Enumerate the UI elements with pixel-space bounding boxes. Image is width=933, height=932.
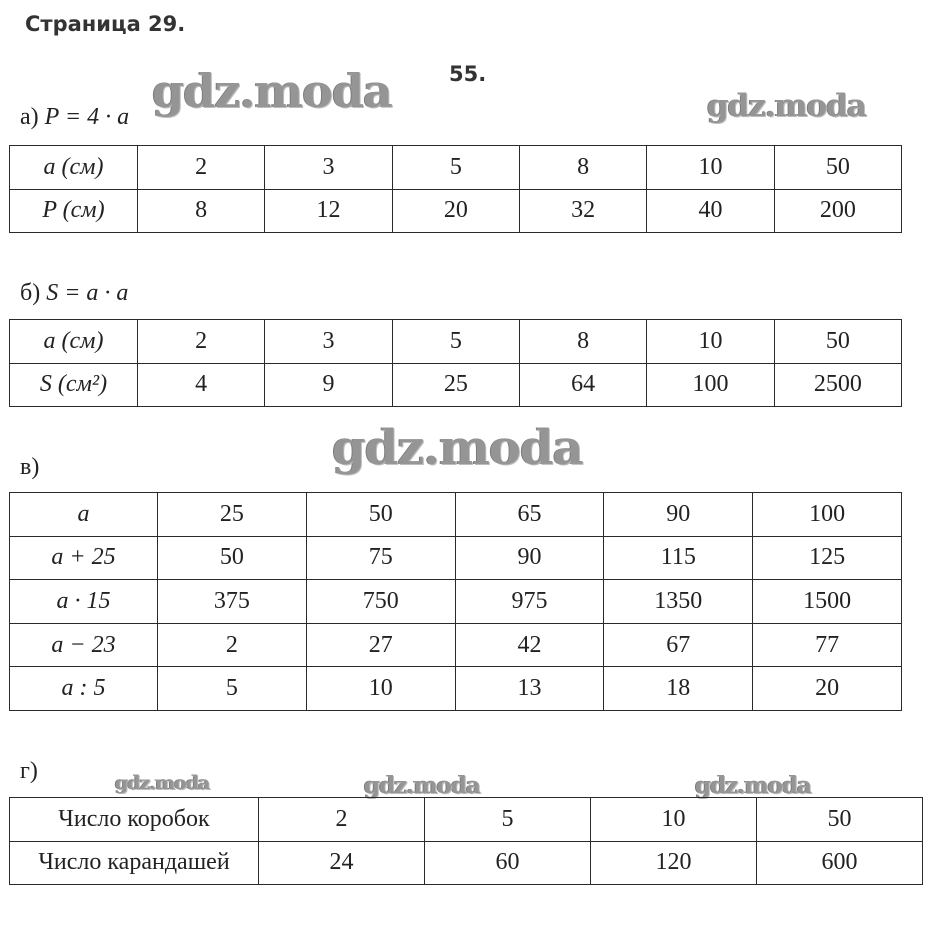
- table-cell: 975: [455, 580, 604, 624]
- row-header: a (см): [10, 146, 138, 190]
- row-header: a + 25: [10, 536, 158, 580]
- watermark-logo: gdz.moda: [707, 88, 866, 124]
- table-cell: 2: [138, 146, 265, 190]
- part-v-label: [20, 454, 39, 481]
- table-row: [10, 320, 902, 364]
- table-cell: 65: [455, 493, 604, 537]
- part-letter: а): [20, 104, 39, 130]
- table-cell: 77: [753, 623, 902, 667]
- table-cell: 375: [158, 580, 307, 624]
- table-cell: 3: [265, 146, 392, 190]
- table-cell: 2: [158, 623, 307, 667]
- table-cell: 8: [519, 146, 646, 190]
- watermark-logo: gdz.moda: [695, 772, 811, 799]
- table-part-b: [9, 319, 902, 407]
- table-cell: 20: [753, 667, 902, 711]
- table-row: [10, 146, 902, 190]
- table-cell: 5: [392, 146, 519, 190]
- table-cell: 25: [392, 363, 519, 407]
- table-row: [10, 667, 902, 711]
- table-cell: 115: [604, 536, 753, 580]
- part-formula: P = 4 · a: [44, 104, 130, 130]
- part-g-label: [20, 758, 38, 785]
- table-row: [10, 623, 902, 667]
- table-cell: 9: [265, 363, 392, 407]
- row-header: Число карандашей: [10, 841, 259, 885]
- table-part-a: [9, 145, 902, 233]
- table-row: [10, 536, 902, 580]
- table-cell: 90: [455, 536, 604, 580]
- table-cell: 60: [425, 841, 591, 885]
- table-row: [10, 798, 923, 842]
- table-cell: 5: [392, 320, 519, 364]
- table-cell: 600: [757, 841, 923, 885]
- row-header: a (см): [10, 320, 138, 364]
- table-cell: 64: [519, 363, 646, 407]
- table-cell: 100: [753, 493, 902, 537]
- table-cell: 750: [306, 580, 455, 624]
- watermark-logo: gdz.moda: [115, 772, 210, 794]
- table-cell: 40: [647, 189, 774, 233]
- table-cell: 8: [138, 189, 265, 233]
- table-cell: 2500: [774, 363, 901, 407]
- page-heading: Страница 29.: [25, 12, 186, 36]
- table-cell: 10: [647, 320, 774, 364]
- table-cell: 50: [774, 320, 901, 364]
- table-cell: 18: [604, 667, 753, 711]
- watermark-logo: gdz.moda: [152, 64, 392, 118]
- table-cell: 10: [591, 798, 757, 842]
- table-cell: 200: [774, 189, 901, 233]
- table-cell: 1500: [753, 580, 902, 624]
- part-letter: б): [20, 280, 41, 306]
- table-cell: 50: [774, 146, 901, 190]
- table-cell: 10: [306, 667, 455, 711]
- part-letter: г): [20, 758, 38, 784]
- table-row: [10, 363, 902, 407]
- table-cell: 3: [265, 320, 392, 364]
- table-row: [10, 189, 902, 233]
- table-cell: 120: [591, 841, 757, 885]
- table-part-v: [9, 492, 902, 711]
- table-cell: 24: [259, 841, 425, 885]
- table-cell: 50: [757, 798, 923, 842]
- table-cell: 67: [604, 623, 753, 667]
- table-cell: 27: [306, 623, 455, 667]
- table-cell: 1350: [604, 580, 753, 624]
- table-cell: 50: [306, 493, 455, 537]
- table-cell: 5: [158, 667, 307, 711]
- row-header: a − 23: [10, 623, 158, 667]
- row-header: Число коробок: [10, 798, 259, 842]
- table-cell: 5: [425, 798, 591, 842]
- table-cell: 2: [259, 798, 425, 842]
- table-cell: 8: [519, 320, 646, 364]
- row-header: S (см²): [10, 363, 138, 407]
- part-b-label: [20, 280, 128, 307]
- table-cell: 13: [455, 667, 604, 711]
- watermark-logo: gdz.moda: [332, 420, 583, 476]
- table-cell: 50: [158, 536, 307, 580]
- part-letter: в): [20, 454, 40, 480]
- table-row: [10, 841, 923, 885]
- table-cell: 100: [647, 363, 774, 407]
- table-cell: 10: [647, 146, 774, 190]
- table-cell: 125: [753, 536, 902, 580]
- part-formula: S = a · a: [46, 280, 129, 306]
- table-part-g: [9, 797, 923, 885]
- table-cell: 12: [265, 189, 392, 233]
- table-cell: 4: [138, 363, 265, 407]
- table-cell: 20: [392, 189, 519, 233]
- row-header: P (см): [10, 189, 138, 233]
- table-cell: 75: [306, 536, 455, 580]
- table-row: [10, 493, 902, 537]
- table-cell: 25: [158, 493, 307, 537]
- task-number: 55.: [449, 62, 487, 86]
- row-header: a · 15: [10, 580, 158, 624]
- table-cell: 90: [604, 493, 753, 537]
- table-row: [10, 580, 902, 624]
- row-header: a : 5: [10, 667, 158, 711]
- row-header: a: [10, 493, 158, 537]
- table-cell: 42: [455, 623, 604, 667]
- table-cell: 2: [138, 320, 265, 364]
- watermark-logo: gdz.moda: [364, 772, 480, 799]
- table-cell: 32: [519, 189, 646, 233]
- part-a-label: [20, 104, 129, 131]
